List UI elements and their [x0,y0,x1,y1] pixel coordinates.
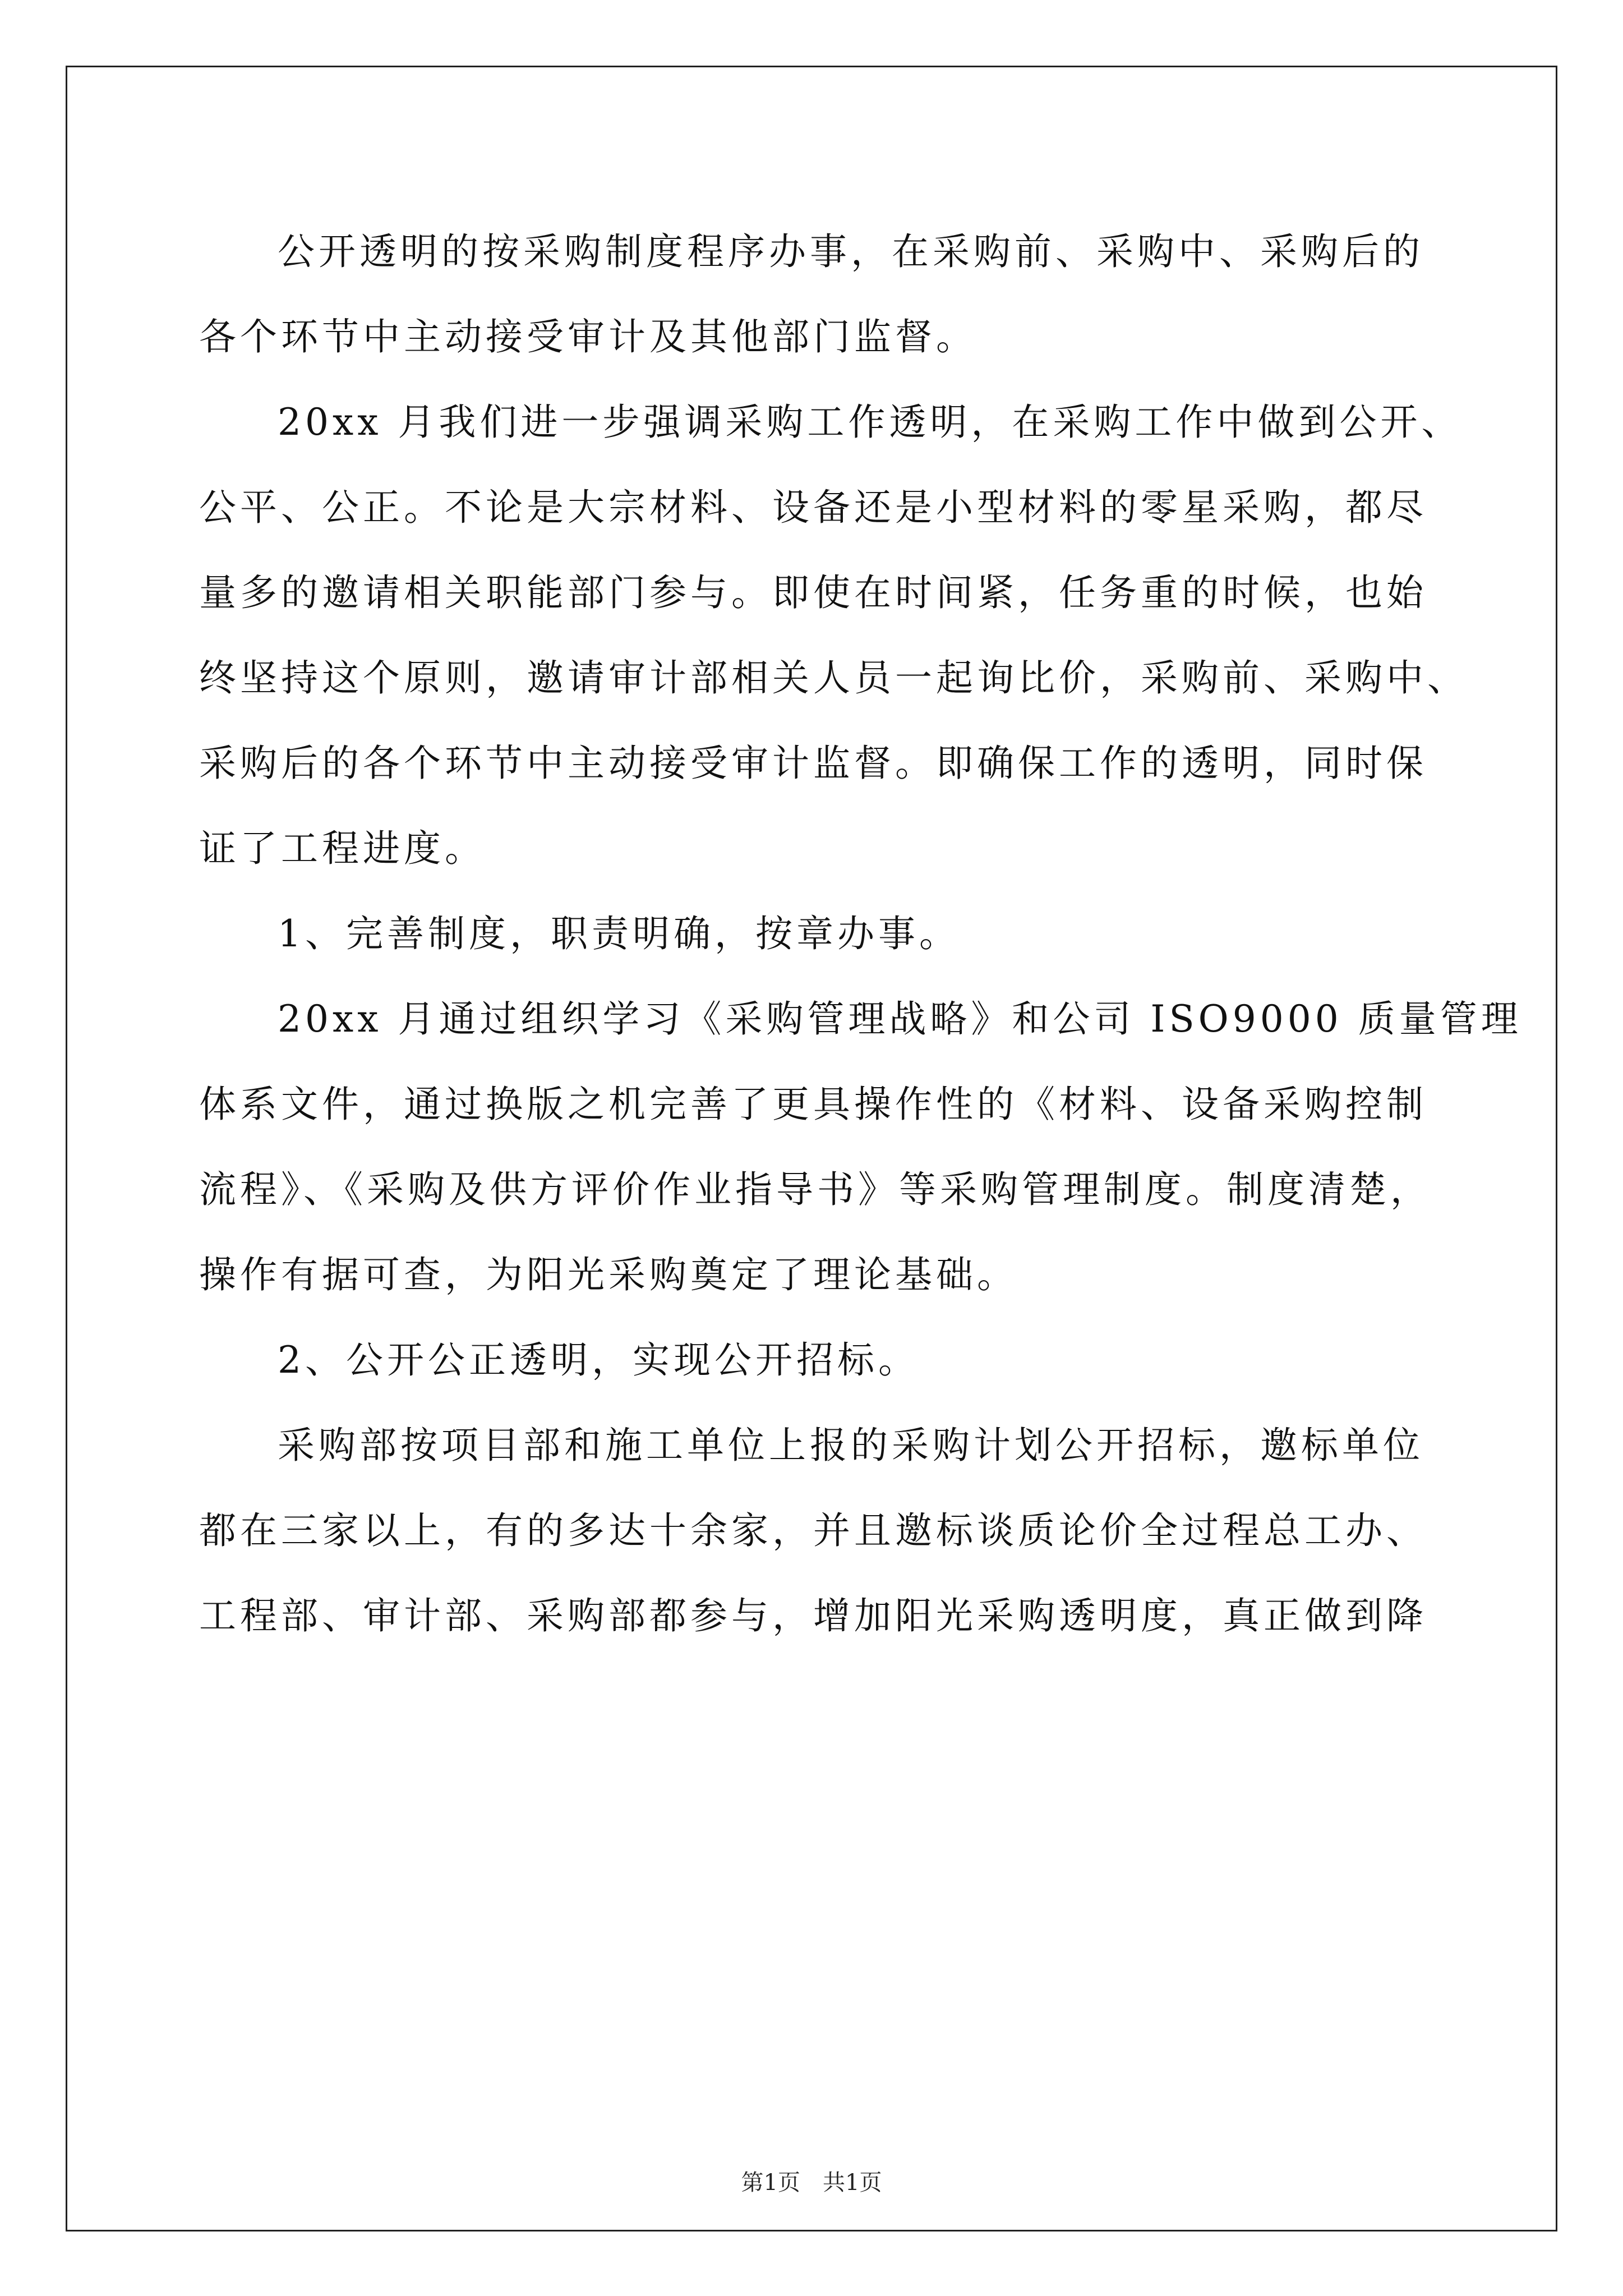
text-line: 证了工程进度。 [199,827,486,870]
text-line: 终坚持这个原则，邀请审计部相关人员一起询比价，采购前、采购中、 [199,656,1468,700]
text-line: 流程》、《采购及供方评价作业指导书》等采购管理制度。制度清楚， [199,1168,1431,1211]
text-line: 体系文件，通过换版之机完善了更具操作性的《材料、设备采购控制 [199,1083,1427,1126]
text-line: 工程部、审计部、采购部都参与，增加阳光采购透明度，真正做到降 [199,1594,1427,1637]
text-line: 20xx 月通过组织学习《采购管理战略》和公司 ISO9000 质量管理 [278,997,1522,1041]
page-footer: 第1页 共1页 [741,2170,882,2196]
section-heading: 2、公开公正透明，实现公开招标。 [278,1338,919,1382]
text-line: 都在三家以上，有的多达十余家，并且邀标谈质论价全过程总工办、 [199,1509,1427,1552]
text-line: 20xx 月我们进一步强调采购工作透明，在采购工作中做到公开、 [278,401,1463,444]
text-line: 采购后的各个环节中主动接受审计监督。即确保工作的透明，同时保 [199,742,1427,785]
text-line: 各个环节中主动接受审计及其他部门监督。 [199,315,977,358]
section-heading: 1、完善制度，职责明确，按章办事。 [278,912,960,955]
text-line: 公开透明的按采购制度程序办事，在采购前、采购中、采购后的 [278,230,1424,273]
document-body [199,209,1522,1659]
text-line: 采购部按项目部和施工单位上报的采购计划公开招标，邀标单位 [278,1424,1424,1467]
text-line: 操作有据可查，为阳光采购奠定了理论基础。 [199,1253,1018,1296]
text-line: 量多的邀请相关职能部门参与。即使在时间紧，任务重的时候，也始 [199,571,1427,614]
text-line: 公平、公正。不论是大宗材料、设备还是小型材料的零星采购，都尽 [199,486,1427,529]
